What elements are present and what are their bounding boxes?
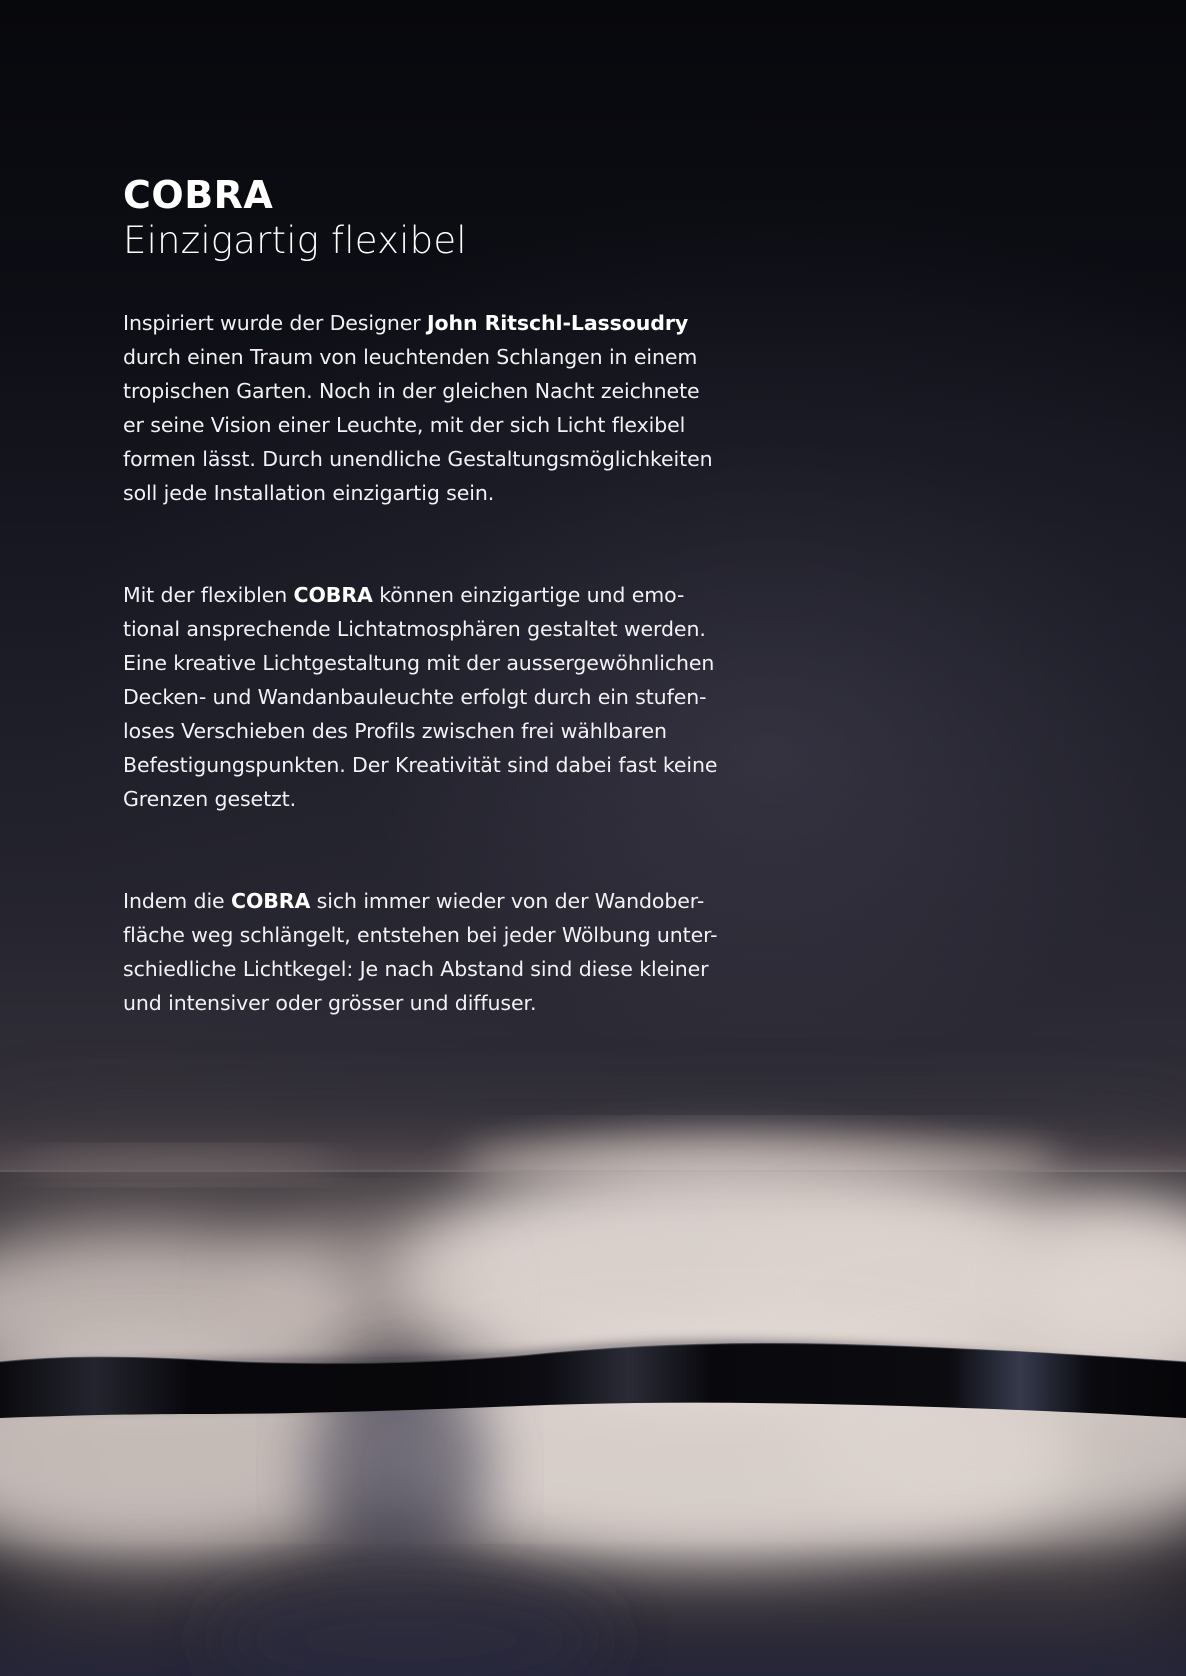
paragraph-text: können einzigartige und emo- [372, 583, 685, 607]
designer-name: John Ritschl-Lassoudry [427, 311, 689, 335]
paragraph-text: Inspiriert wurde der Designer [123, 311, 428, 335]
product-name: COBRA [293, 583, 373, 607]
paragraph-text: sich immer wieder von der Wandober- [310, 889, 705, 913]
paragraph-line: loses Verschieben des Profils zwischen frei wählbaren [123, 719, 667, 743]
paragraph-text: Mit der flexiblen [123, 583, 294, 607]
paragraph-flexibility [123, 578, 743, 816]
product-name: COBRA [231, 889, 311, 913]
paragraph-line: Befestigungspunkten. Der Kreativität sind dabei fast keine [123, 753, 718, 777]
paragraph-line: tropischen Garten. Noch in der gleichen Nacht zeichnete [123, 379, 700, 403]
paragraph-line: und intensiver oder grösser und diffuser. [123, 991, 537, 1015]
paragraph-line: durch einen Traum von leuchtenden Schlangen in einem [123, 345, 698, 369]
paragraph-line: soll jede Installation einzigartig sein. [123, 481, 495, 505]
paragraph-line: Grenzen gesetzt. [123, 787, 297, 811]
paragraph-line: schiedliche Lichtkegel: Je nach Abstand sind diese kleiner [123, 957, 709, 981]
paragraph-line: Eine kreative Lichtgestaltung mit der aussergewöhnlichen [123, 651, 715, 675]
paragraph-line: fläche weg schlängelt, entstehen bei jeder Wölbung unter- [123, 923, 718, 947]
paragraph-line: tional ansprechende Lichtatmosphären gestaltet werden. [123, 617, 706, 641]
page-subtitle: Einzigartig flexibel [123, 219, 467, 262]
paragraph-text: Indem die [123, 889, 231, 913]
text-column [123, 172, 723, 1015]
paragraph-line: formen lässt. Durch unendliche Gestaltungsmöglichkeiten [123, 447, 713, 471]
paragraph-line: Decken- und Wandanbauleuchte erfolgt durch ein stufen- [123, 685, 707, 709]
page-title: COBRA [123, 173, 274, 217]
paragraph-line: er seine Vision einer Leuchte, mit der sich Licht flexibel [123, 413, 686, 437]
paragraph-designer [123, 306, 743, 510]
paragraph-light-cones [123, 884, 743, 1020]
